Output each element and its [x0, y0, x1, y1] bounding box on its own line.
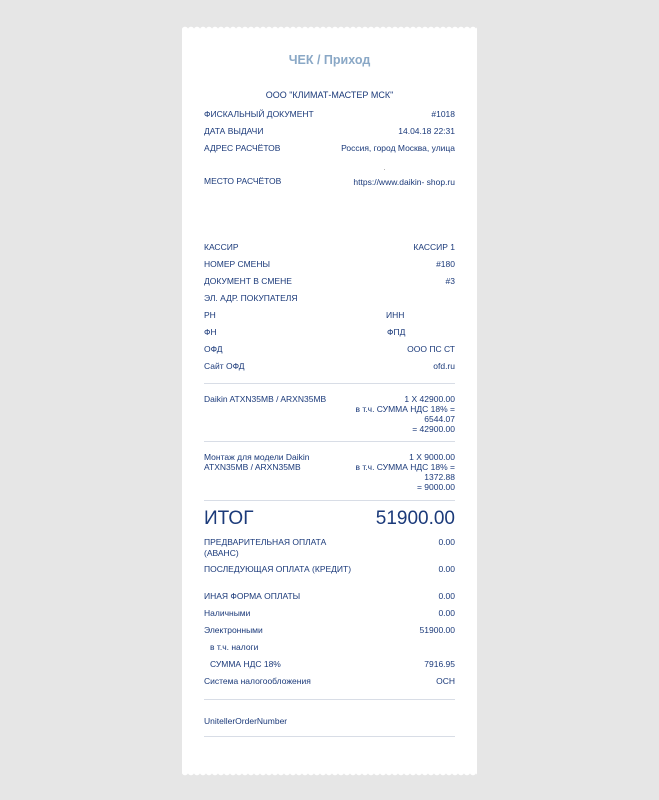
payment-electronic-value: 51900.00 — [419, 625, 455, 635]
divider — [204, 500, 455, 501]
item-sum: = 42900.00 — [412, 424, 455, 434]
settlement-place-row — [204, 176, 455, 206]
cashier-label: КАССИР — [204, 242, 239, 252]
receipt-tear-top — [182, 24, 477, 30]
total-row — [204, 507, 455, 537]
line-item — [204, 394, 455, 436]
inn-label: ИНН — [386, 310, 405, 320]
payment-other-row — [204, 591, 455, 608]
payment-other-label: ИНАЯ ФОРМА ОПЛАТЫ — [204, 591, 301, 601]
fiscal-document-value: #1018 — [431, 109, 455, 119]
cashier-row — [204, 242, 455, 259]
payment-credit-row — [204, 564, 455, 591]
ofd-site-value: ofd.ru — [433, 361, 455, 371]
payment-cash-value: 0.00 — [438, 608, 455, 618]
rn-label: РН — [204, 310, 216, 320]
payment-other-value: 0.00 — [438, 591, 455, 601]
issue-date-value: 14.04.18 22:31 — [398, 126, 455, 136]
item-name: Монтаж для модели Daikin ATXN35MB / ARXN35MB — [204, 452, 310, 472]
shift-number-value: #180 — [436, 259, 455, 269]
line-item — [204, 452, 455, 494]
order-number-row — [204, 716, 455, 734]
fpd-label: ФПД — [387, 327, 406, 337]
rn-inn-row — [204, 310, 455, 327]
ofd-site-row — [204, 361, 455, 380]
order-number-label: UnitellerOrderNumber — [204, 716, 288, 726]
payment-electronic-label: Электронными — [204, 625, 263, 635]
vat-total-value: 7916.95 — [424, 659, 455, 669]
receipt-title: ЧЕК / Приход — [288, 53, 371, 67]
issue-date-label: ДАТА ВЫДАЧИ — [204, 126, 264, 136]
taxes-row — [204, 642, 455, 659]
fiscal-document-row — [204, 109, 455, 126]
buyer-email-label: ЭЛ. АДР. ПОКУПАТЕЛЯ — [204, 293, 298, 303]
fn-fpd-row — [204, 327, 455, 344]
shift-number-row — [204, 259, 455, 276]
payment-advance-value: 0.00 — [438, 537, 455, 547]
divider — [204, 383, 455, 384]
issue-date-row — [204, 126, 455, 143]
tax-system-row — [204, 676, 455, 693]
taxes-label: в т.ч. налоги — [210, 642, 259, 652]
total-label: ИТОГ — [204, 508, 254, 529]
buyer-email-row — [204, 293, 455, 310]
item-sum: = 9000.00 — [416, 482, 455, 492]
total-value: 51900.00 — [375, 508, 455, 529]
item-name: Daikin ATXN35MB / ARXN35MB — [204, 394, 327, 404]
address-continuation: . — [383, 166, 386, 172]
payment-electronic-row — [204, 625, 455, 642]
payment-credit-value: 0.00 — [438, 564, 455, 574]
cashier-value: КАССИР 1 — [413, 242, 455, 252]
item-vat-amount: 1372.88 — [424, 472, 455, 482]
divider — [204, 441, 455, 442]
item-qty-price: 1 X 42900.00 — [404, 394, 455, 404]
divider — [204, 736, 455, 737]
document-in-shift-row — [204, 276, 455, 293]
fiscal-document-label: ФИСКАЛЬНЫЙ ДОКУМЕНТ — [204, 109, 314, 119]
settlement-address-value: Россия, город Москва, улица — [341, 143, 455, 153]
tax-system-value: ОСН — [436, 676, 455, 686]
settlement-address-label: АДРЕС РАСЧЁТОВ — [204, 143, 281, 153]
divider — [204, 699, 455, 700]
item-qty-price: 1 X 9000.00 — [409, 452, 455, 462]
payment-cash-row — [204, 608, 455, 625]
shift-number-label: НОМЕР СМЕНЫ — [204, 259, 270, 269]
settlement-place-value: https://www.daikin- shop.ru — [353, 177, 455, 187]
payment-credit-label: ПОСЛЕДУЮЩАЯ ОПЛАТА (КРЕДИТ) — [204, 564, 352, 574]
ofd-value: ООО ПС СТ — [407, 344, 455, 354]
payment-advance-row — [204, 537, 455, 564]
item-vat-label: в т.ч. СУММА НДС 18% = — [355, 404, 455, 414]
vat-total-label: СУММА НДС 18% — [210, 659, 281, 669]
document-in-shift-label: ДОКУМЕНТ В СМЕНЕ — [204, 276, 292, 286]
fn-label: ФН — [204, 327, 217, 337]
settlement-place-label: МЕСТО РАСЧЁТОВ — [204, 176, 282, 186]
settlement-address-row — [204, 143, 455, 155]
ofd-row — [204, 344, 455, 361]
payment-cash-label: Наличными — [204, 608, 251, 618]
item-vat-label: в т.ч. СУММА НДС 18% = — [355, 462, 455, 472]
tax-system-label: Система налогообложения — [204, 676, 311, 686]
vat-total-row — [204, 659, 455, 676]
ofd-label: ОФД — [204, 344, 223, 354]
ofd-site-label: Сайт ОФД — [204, 361, 245, 371]
item-vat-amount: 6544.07 — [424, 414, 455, 424]
payment-advance-label: ПРЕДВАРИТЕЛЬНАЯ ОПЛАТА (АВАНС) — [204, 537, 327, 558]
receipt-tear-bottom — [182, 772, 477, 778]
receipt — [182, 29, 477, 773]
organization-name: ООО "КЛИМАТ-МАСТЕР МСК" — [265, 90, 394, 100]
document-in-shift-value: #3 — [445, 276, 455, 286]
